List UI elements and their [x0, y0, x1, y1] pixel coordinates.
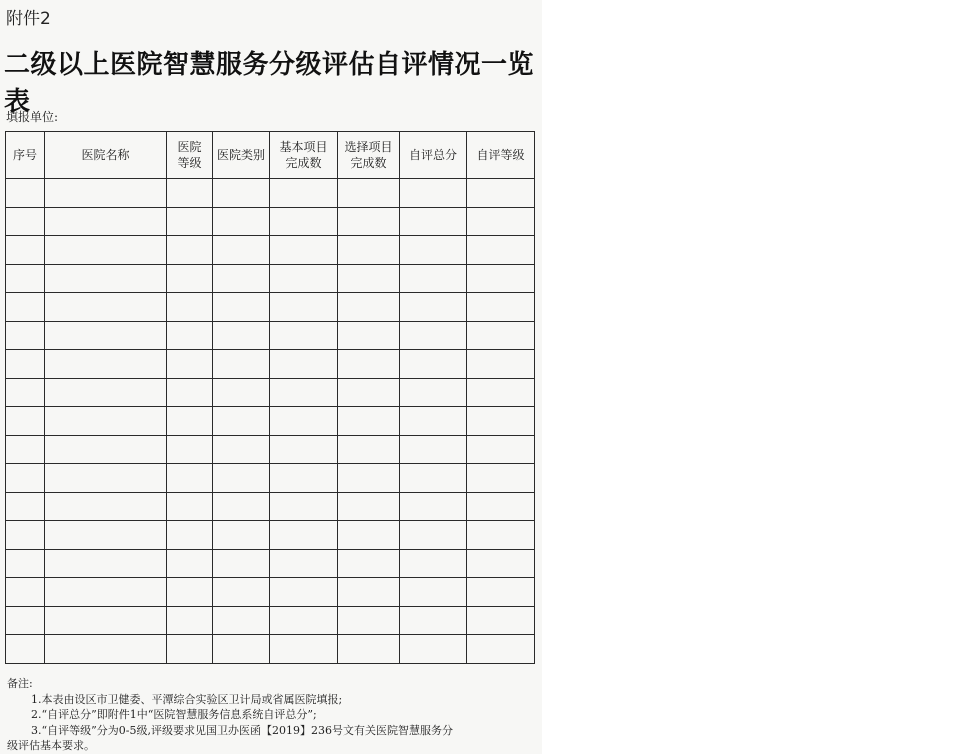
table-cell[interactable] — [467, 578, 535, 607]
table-cell[interactable] — [467, 293, 535, 322]
table-cell[interactable] — [213, 549, 270, 578]
table-cell[interactable] — [6, 578, 45, 607]
table-cell[interactable] — [213, 236, 270, 265]
header-hospital-name: 医院名称 — [45, 132, 167, 179]
table-cell[interactable] — [400, 435, 467, 464]
table-row — [6, 578, 535, 607]
note-item-3-continued: 级评估基本要求。 — [7, 739, 95, 752]
table-cell[interactable] — [6, 435, 45, 464]
table-cell[interactable] — [270, 407, 338, 436]
table-cell[interactable] — [167, 464, 213, 493]
table-cell[interactable] — [167, 435, 213, 464]
table-cell[interactable] — [270, 207, 338, 236]
table-row — [6, 435, 535, 464]
table-cell[interactable] — [45, 635, 167, 664]
table-cell[interactable] — [213, 321, 270, 350]
table-cell[interactable] — [467, 321, 535, 350]
table-cell[interactable] — [338, 179, 400, 208]
notes-heading: 备注: — [7, 677, 33, 690]
table-cell[interactable] — [45, 179, 167, 208]
table-cell[interactable] — [400, 378, 467, 407]
table-cell[interactable] — [45, 606, 167, 635]
table-cell[interactable] — [270, 293, 338, 322]
table-cell[interactable] — [213, 521, 270, 550]
table-row — [6, 492, 535, 521]
table-cell[interactable] — [167, 407, 213, 436]
table-cell[interactable] — [467, 264, 535, 293]
table-row — [6, 635, 535, 664]
table-cell[interactable] — [6, 350, 45, 379]
table-cell[interactable] — [270, 635, 338, 664]
table-cell[interactable] — [270, 179, 338, 208]
table-cell[interactable] — [400, 549, 467, 578]
table-cell[interactable] — [213, 435, 270, 464]
table-cell[interactable] — [270, 350, 338, 379]
table-cell[interactable] — [167, 236, 213, 265]
table-cell[interactable] — [45, 578, 167, 607]
table-cell[interactable] — [6, 378, 45, 407]
table-cell[interactable] — [338, 521, 400, 550]
note-item-3: 3.“自评等级”分为0-5级,评级要求见国卫办医函【2019】236号文有关医院智慧服务分 — [31, 723, 453, 737]
table-cell[interactable] — [45, 264, 167, 293]
table-cell[interactable] — [167, 635, 213, 664]
table-cell[interactable] — [400, 578, 467, 607]
table-cell[interactable] — [6, 179, 45, 208]
table-cell[interactable] — [270, 378, 338, 407]
table-body — [6, 179, 535, 664]
table-cell[interactable] — [467, 236, 535, 265]
table-cell[interactable] — [6, 492, 45, 521]
header-index: 序号 — [6, 132, 45, 179]
table-row — [6, 179, 535, 208]
table-cell[interactable] — [213, 179, 270, 208]
table-row — [6, 464, 535, 493]
notes-section — [7, 676, 537, 754]
table-cell[interactable] — [338, 464, 400, 493]
table-cell[interactable] — [45, 350, 167, 379]
table-cell[interactable] — [45, 407, 167, 436]
table-cell[interactable] — [167, 207, 213, 236]
table-cell[interactable] — [213, 606, 270, 635]
table-cell[interactable] — [270, 606, 338, 635]
table-cell[interactable] — [167, 549, 213, 578]
table-cell[interactable] — [467, 407, 535, 436]
header-hospital-level: 医院 等级 — [167, 132, 213, 179]
table-cell[interactable] — [213, 635, 270, 664]
table-cell[interactable] — [400, 264, 467, 293]
table-cell[interactable] — [6, 207, 45, 236]
reporting-unit-label: 填报单位: — [6, 110, 59, 124]
table-cell[interactable] — [467, 635, 535, 664]
document-title: 二级以上医院智慧服务分级评估自评情况一览表 — [4, 50, 535, 117]
table-cell[interactable] — [167, 578, 213, 607]
table-cell[interactable] — [167, 606, 213, 635]
attachment-label: 附件2 — [6, 9, 51, 29]
table-cell[interactable] — [213, 492, 270, 521]
table-cell[interactable] — [400, 464, 467, 493]
table-cell[interactable] — [467, 492, 535, 521]
table-row — [6, 264, 535, 293]
table-cell[interactable] — [270, 492, 338, 521]
table-cell[interactable] — [6, 236, 45, 265]
table-cell[interactable] — [400, 407, 467, 436]
table-cell[interactable] — [338, 350, 400, 379]
table-cell[interactable] — [338, 549, 400, 578]
table-row — [6, 521, 535, 550]
table-cell[interactable] — [45, 207, 167, 236]
table-cell[interactable] — [213, 407, 270, 436]
header-hospital-type: 医院类别 — [213, 132, 270, 179]
table-cell[interactable] — [6, 464, 45, 493]
table-cell[interactable] — [45, 464, 167, 493]
table-cell[interactable] — [338, 236, 400, 265]
header-self-grade: 自评等级 — [467, 132, 535, 179]
table-cell[interactable] — [6, 321, 45, 350]
table-cell[interactable] — [45, 378, 167, 407]
table-cell[interactable] — [270, 521, 338, 550]
table-cell[interactable] — [167, 492, 213, 521]
table-cell[interactable] — [270, 435, 338, 464]
table-cell[interactable] — [400, 207, 467, 236]
table-cell[interactable] — [270, 264, 338, 293]
table-row — [6, 236, 535, 265]
table-row — [6, 549, 535, 578]
table-cell[interactable] — [6, 407, 45, 436]
table-cell[interactable] — [338, 635, 400, 664]
table-cell[interactable] — [400, 521, 467, 550]
table-cell[interactable] — [167, 264, 213, 293]
table-cell[interactable] — [338, 492, 400, 521]
table-cell[interactable] — [338, 207, 400, 236]
table-cell[interactable] — [270, 464, 338, 493]
table-cell[interactable] — [45, 492, 167, 521]
table-row — [6, 407, 535, 436]
table-cell[interactable] — [6, 635, 45, 664]
table-cell[interactable] — [45, 521, 167, 550]
table-cell[interactable] — [6, 606, 45, 635]
table-cell[interactable] — [270, 321, 338, 350]
table-cell[interactable] — [338, 378, 400, 407]
table-cell[interactable] — [213, 350, 270, 379]
table-cell[interactable] — [338, 435, 400, 464]
self-assessment-table — [5, 131, 535, 664]
table-cell[interactable] — [467, 350, 535, 379]
table-cell[interactable] — [167, 350, 213, 379]
table-cell[interactable] — [6, 264, 45, 293]
table-cell[interactable] — [400, 492, 467, 521]
table-cell[interactable] — [467, 606, 535, 635]
note-item-1: 1.本表由设区市卫健委、平潭综合实验区卫计局或省属医院填报; — [31, 692, 343, 706]
table-cell[interactable] — [213, 207, 270, 236]
header-self-score: 自评总分 — [400, 132, 467, 179]
table-cell[interactable] — [167, 293, 213, 322]
table-cell[interactable] — [167, 179, 213, 208]
table-cell[interactable] — [400, 606, 467, 635]
table-cell[interactable] — [467, 378, 535, 407]
table-row — [6, 606, 535, 635]
table-cell[interactable] — [467, 521, 535, 550]
table-row — [6, 293, 535, 322]
table-cell[interactable] — [400, 350, 467, 379]
table-row — [6, 321, 535, 350]
table-cell[interactable] — [400, 635, 467, 664]
table-cell[interactable] — [400, 321, 467, 350]
table-cell[interactable] — [213, 264, 270, 293]
table-cell[interactable] — [45, 236, 167, 265]
header-optional-items: 选择项目 完成数 — [338, 132, 400, 179]
table-header-row — [6, 132, 535, 179]
table-cell[interactable] — [6, 549, 45, 578]
table-cell[interactable] — [270, 549, 338, 578]
table-cell[interactable] — [400, 236, 467, 265]
table-cell[interactable] — [213, 378, 270, 407]
table-cell[interactable] — [167, 378, 213, 407]
header-basic-items: 基本项目 完成数 — [270, 132, 338, 179]
table-cell[interactable] — [467, 464, 535, 493]
table-cell[interactable] — [213, 293, 270, 322]
table-cell[interactable] — [338, 264, 400, 293]
table-cell[interactable] — [213, 578, 270, 607]
note-item-2: 2.“自评总分”即附件1中“医院智慧服务信息系统自评总分”; — [31, 708, 317, 721]
table-cell[interactable] — [45, 321, 167, 350]
table-cell[interactable] — [45, 293, 167, 322]
table-cell[interactable] — [338, 606, 400, 635]
table-cell[interactable] — [45, 549, 167, 578]
table-cell[interactable] — [400, 293, 467, 322]
table-row — [6, 350, 535, 379]
table-cell[interactable] — [45, 435, 167, 464]
table-cell[interactable] — [400, 179, 467, 208]
table-cell[interactable] — [338, 321, 400, 350]
table-cell[interactable] — [167, 321, 213, 350]
table-cell[interactable] — [213, 464, 270, 493]
table-row — [6, 378, 535, 407]
table-cell[interactable] — [467, 207, 535, 236]
table-cell[interactable] — [338, 293, 400, 322]
table-row — [6, 207, 535, 236]
table-cell[interactable] — [167, 521, 213, 550]
table-cell[interactable] — [338, 578, 400, 607]
table-cell[interactable] — [338, 407, 400, 436]
table-cell[interactable] — [467, 179, 535, 208]
table-cell[interactable] — [270, 236, 338, 265]
table-cell[interactable] — [467, 549, 535, 578]
table-cell[interactable] — [467, 435, 535, 464]
table-cell[interactable] — [6, 293, 45, 322]
table-cell[interactable] — [270, 578, 338, 607]
table-cell[interactable] — [6, 521, 45, 550]
